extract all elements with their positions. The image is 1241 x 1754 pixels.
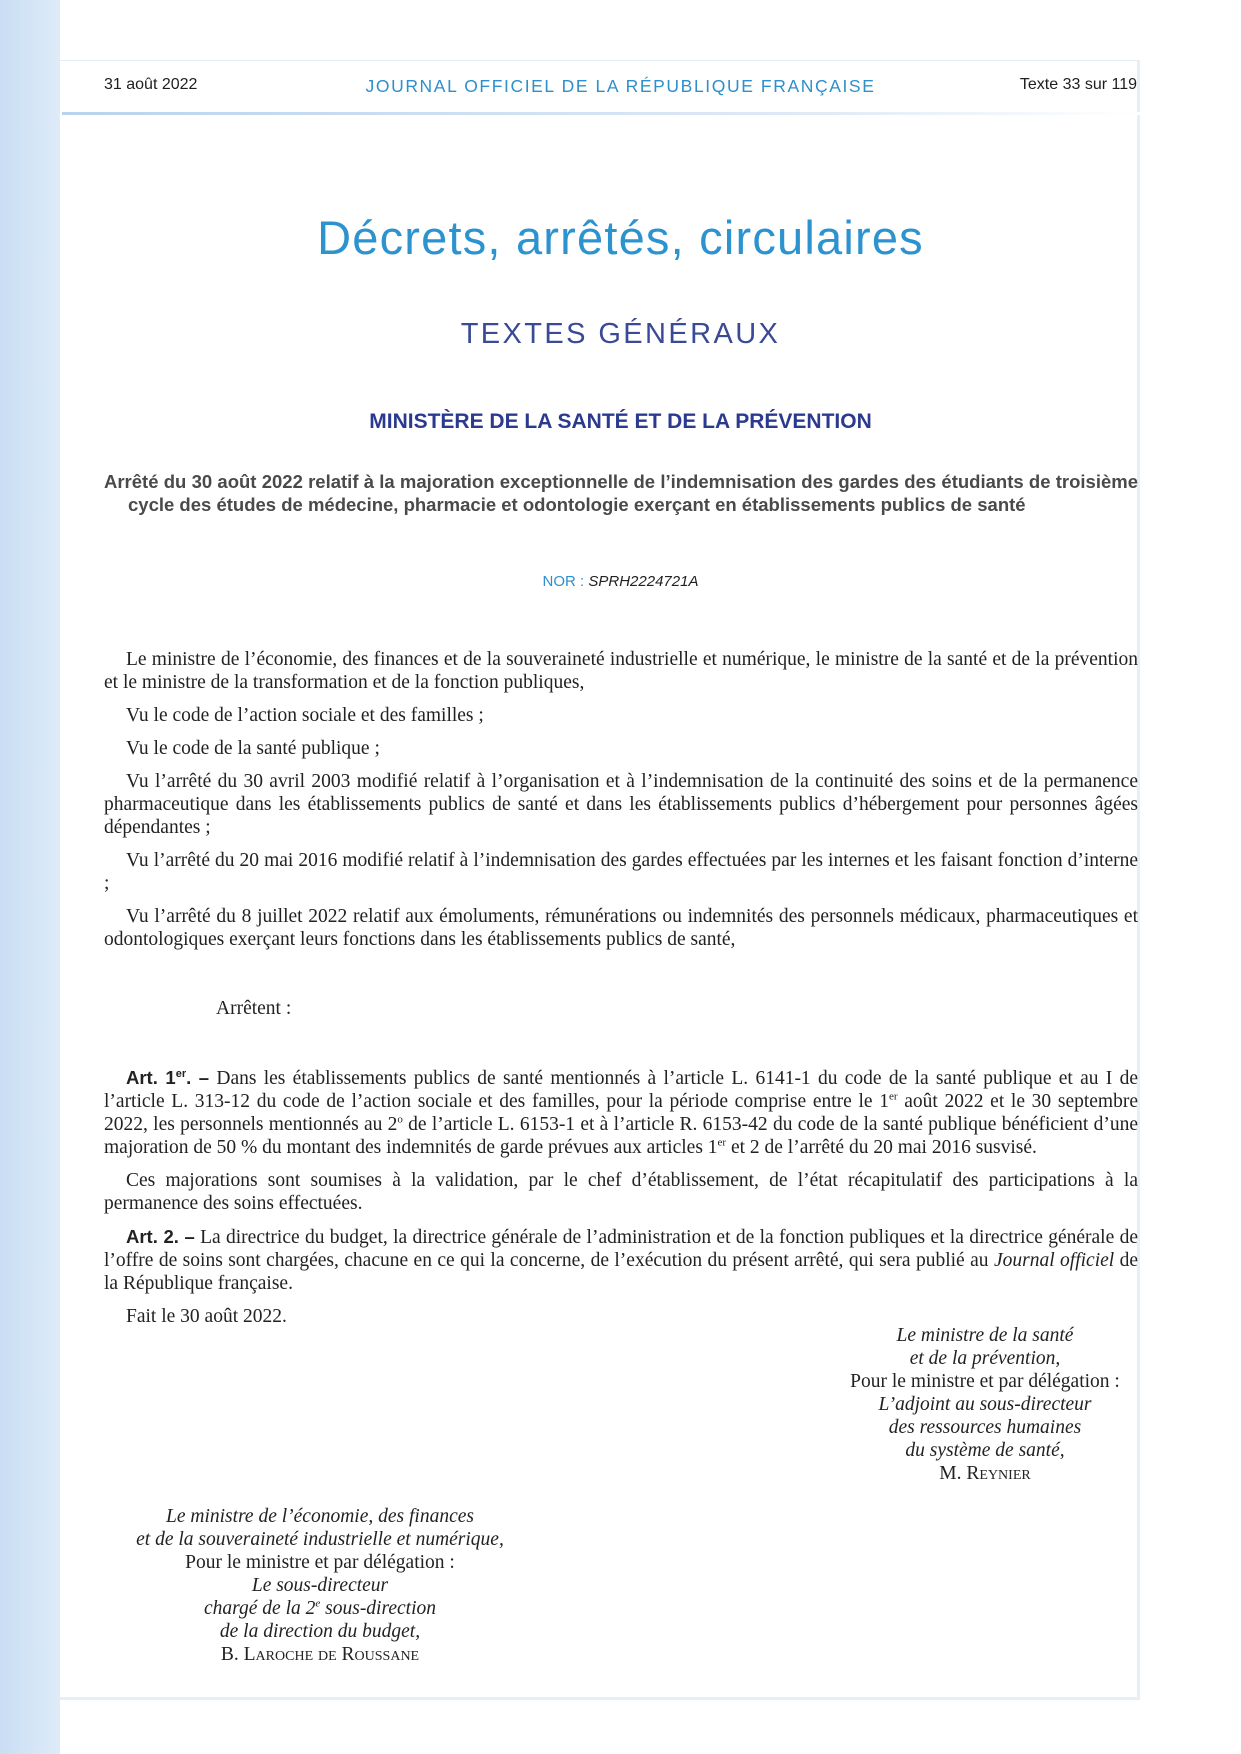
- section-title: Décrets, arrêtés, circulaires: [317, 211, 924, 264]
- sig-sante-line-2: et de la prévention,: [909, 1348, 1061, 1369]
- article-1-paragraph-1: Art. 1er. – Dans les établissements publics de santé mentionnés à l’article L. 6141-1 du code de la santé publique et au I de l’article L. 313-12 du code de l’action sociale et des familles, pour la période comprise entre le 1er août 2022 et le 30 septembre 2022, les personnels mentionnés au 2$^o$ de l’article L. 6153-1 et à l’article R. 6153-42 du code de la santé publique bénéficient d’une majoration de 50 % du montant des indemnités de garde prévues aux articles 1er et 2 de l’arrêté du 20 mai 2016 susvisé.: [104, 1067, 1138, 1158]
- visa-4: Vu l’arrêté du 20 mai 2016 modifié relatif à l’indemnisation des gardes effectuées par les internes et les faisant fonction d’interne ;: [104, 850, 1138, 894]
- sig-eco-line-3: Pour le ministre et par délégation :: [185, 1552, 455, 1573]
- signature-block-sante: [800, 1324, 1170, 1485]
- visa-2: Vu le code de la santé publique ;: [126, 738, 380, 759]
- visa-1: Vu le code de l’action sociale et des familles ;: [126, 705, 484, 726]
- article-2: Art. 2. – La directrice du budget, la directrice générale de l’administration et de la fonction publiques et la directrice générale de l’offre de soins sont chargées, chacune en ce qui la concerne, de l’exécution du présent arrêté, qui sera publié au Journal officiel de la République française.: [104, 1226, 1139, 1294]
- ministry-heading: MINISTÈRE DE LA SANTÉ ET DE LA PRÉVENTION: [369, 410, 872, 433]
- visa-3: Vu l’arrêté du 30 avril 2003 modifié relatif à l’organisation et à l’indemnisation de la continuité des soins et de la permanence pharmaceutique dans les établissements publics de santé et dans les établissements publics d’hébergement pour personnes âgées dépendantes ;: [104, 771, 1138, 838]
- fait-le: Fait le 30 août 2022.: [126, 1306, 287, 1327]
- header-date: 31 août 2022: [104, 76, 198, 93]
- sig-sante-line-4: L’adjoint au sous-directeur: [878, 1394, 1092, 1415]
- preamble: Le ministre de l’économie, des finances et de la souveraineté industrielle et numérique, le ministre de la santé et de la prévention et le ministre de la transformation et de la fonction publiques,: [104, 649, 1138, 693]
- sig-eco-line-6: de la direction du budget,: [219, 1621, 421, 1642]
- header-journal-name: JOURNAL OFFICIEL DE LA RÉPUBLIQUE FRANÇAISE: [365, 76, 876, 96]
- nor-label: NOR :: [542, 573, 585, 590]
- sig-eco-line-2: et de la souveraineté industrielle et numérique,: [136, 1529, 504, 1550]
- section-subtitle: TEXTES GÉNÉRAUX: [460, 318, 781, 350]
- arrete-title: Arrêté du 30 août 2022 relatif à la majoration exceptionnelle de l’indemnisation des gardes des étudiants de troisième cycle des études de médecine, pharmacie et odontologie exerçant en établissements publics de santé: [104, 471, 1138, 515]
- signature-block-economie: [80, 1505, 560, 1666]
- journal-officiel-italic: Journal officiel: [993, 1250, 1115, 1271]
- sig-sante-line-3: Pour le ministre et par délégation :: [850, 1371, 1120, 1392]
- article-2-label: Art. 2. –: [126, 1226, 195, 1247]
- sig-eco-line-5: chargé de la 2e sous-direction: [204, 1597, 436, 1619]
- visa-5: Vu l’arrêté du 8 juillet 2022 relatif aux émoluments, rémunérations ou indemnités des personnels médicaux, pharmaceutiques et odontologiques exerçant leurs fonctions dans les établissements publics de santé,: [104, 906, 1138, 950]
- header-rule: [62, 112, 1140, 115]
- article-1-label: Art. 1er. –: [126, 1067, 210, 1088]
- header-text-number: Texte 33 sur 119: [1019, 76, 1137, 93]
- nor-reference: [0, 573, 1241, 590]
- nor-value: SPRH2224721A: [588, 573, 699, 590]
- sig-eco-name: B. Laroche de Roussane: [220, 1644, 420, 1665]
- sig-sante-name: M. Reynier: [939, 1463, 1031, 1484]
- document-body: [104, 648, 1138, 1328]
- sig-sante-line-5: des ressources humaines: [888, 1417, 1082, 1438]
- article-1-paragraph-2: Ces majorations sont soumises à la validation, par le chef d’établissement, de l’état récapitulatif des participations à la permanence des soins effectuées.: [104, 1170, 1138, 1214]
- arretent: Arrêtent :: [216, 998, 292, 1019]
- sig-sante-line-6: du système de santé,: [905, 1440, 1065, 1461]
- sig-eco-line-1: Le ministre de l’économie, des finances: [166, 1506, 474, 1527]
- sig-eco-line-4: Le sous-directeur: [251, 1575, 389, 1596]
- sig-sante-line-1: Le ministre de la santé: [896, 1325, 1074, 1346]
